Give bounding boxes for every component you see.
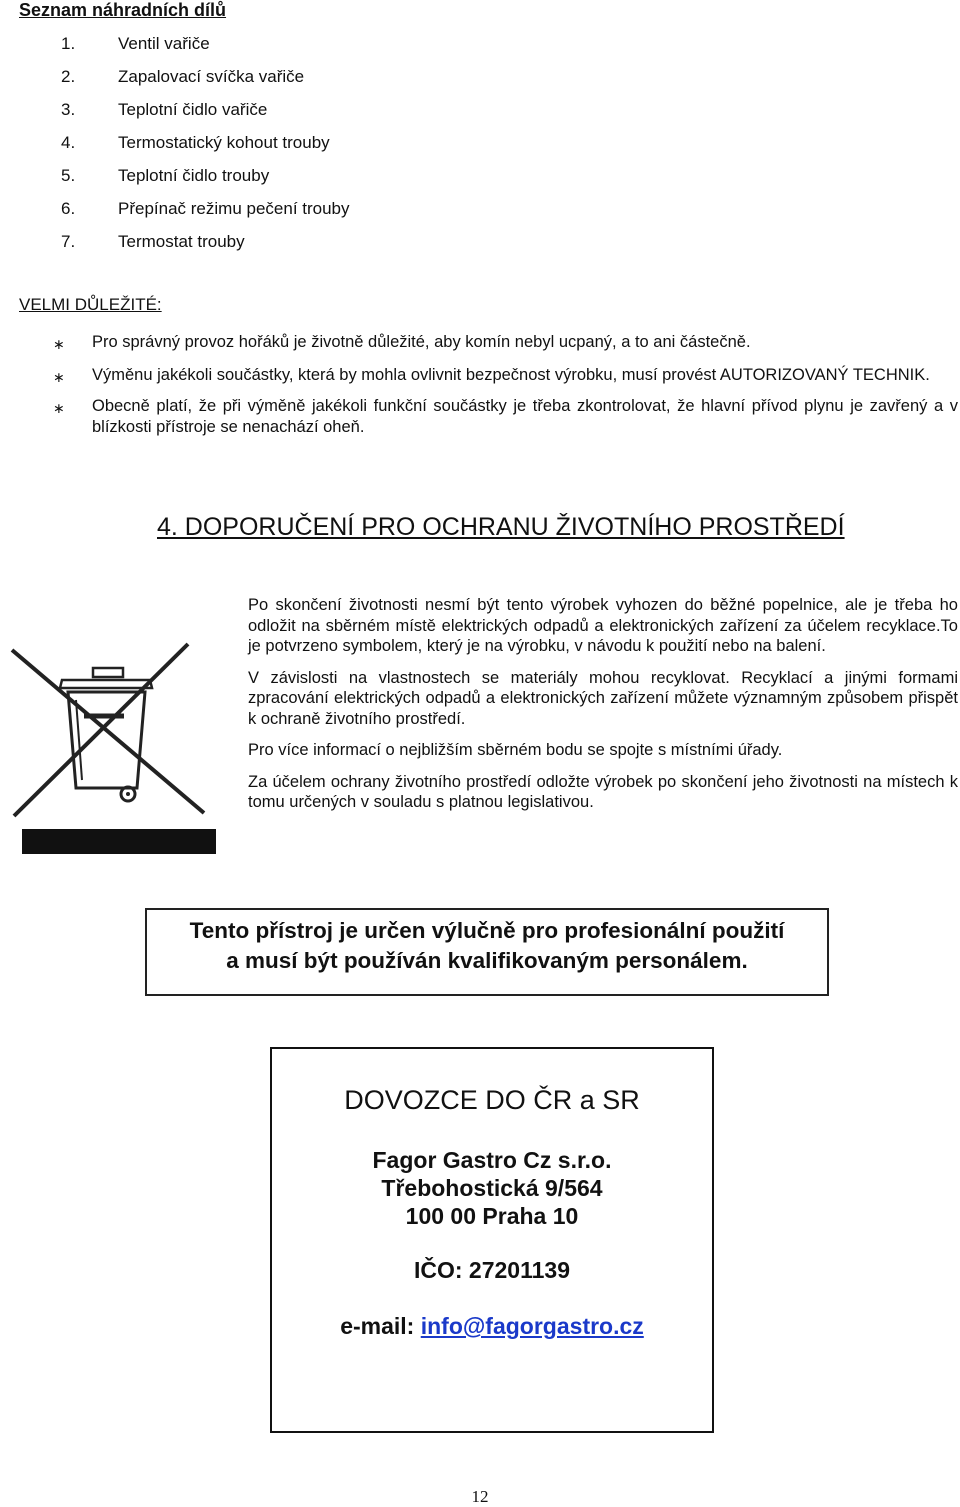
item-number: 4. — [61, 133, 76, 152]
section-heading: 4. DOPORUČENÍ PRO OCHRANU ŽIVOTNÍHO PROSTŘEDÍ — [157, 513, 845, 541]
item-number: 5. — [61, 166, 76, 185]
item-label: Přepínač režimu pečení trouby — [118, 199, 350, 218]
item-label: Teplotní čidlo vařiče — [118, 100, 268, 119]
paragraph: Po skončení životnosti nesmí být tento výrobek vyhozen do běžné popelnice, ale je třeba ho odložit na sběrném místě elektrických odpadů a elektronických zařízení za účelem recyklace.To je potvrzeno symbolem, který je na výrobku, v návodu k použití nebo na balení. — [248, 596, 958, 655]
company-ico: IČO: 27201139 — [413, 1257, 570, 1283]
asterisk-bullet-icon: ∗ — [53, 336, 65, 352]
importer-box — [270, 1047, 714, 1433]
notice-line-1: Tento přístroj je určen výlučně pro profesionální použití — [189, 918, 785, 943]
company-name: Fagor Gastro Cz s.r.o. — [372, 1147, 612, 1173]
item-label: Termostatický kohout trouby — [118, 133, 330, 152]
item-number: 6. — [61, 199, 76, 218]
item-label: Zapalovací svíčka vařiče — [118, 67, 305, 86]
item-label: Teplotní čidlo trouby — [118, 166, 270, 185]
company-city: 100 00 Praha 10 — [405, 1203, 579, 1229]
environment-text — [248, 595, 958, 824]
page-number: 12 — [471, 1487, 489, 1506]
bullet-text: Pro správný provoz hořáků je životně důležité, aby komín nebyl ucpaný, a to ani částečně. — [92, 333, 751, 351]
paragraph: Pro více informací o nejbližším sběrném bodu se spojte s místními úřady. — [248, 741, 783, 759]
item-label: Ventil vařiče — [118, 34, 210, 53]
list-item — [0, 396, 960, 438]
item-number: 2. — [61, 67, 76, 86]
email-label: e-mail: — [340, 1313, 421, 1339]
paragraph: V závislosti na vlastnostech se materiály mohou recyklovat. Recyklací a jinými formami zpracování elektrických odpadů a elektronických zařízení můžete významným způsobem přispět k ochraně životního prostředí. — [248, 668, 958, 728]
bullet-text: Obecně platí, že při výměně jakékoli funkční součástky je třeba zkontrolovat, že hlavní přívod plynu je zavřený a v blízkosti přístroje se nenachází oheň. — [92, 397, 958, 436]
crossed-out-wheelie-bin-icon — [10, 616, 225, 856]
item-number: 3. — [61, 100, 76, 119]
asterisk-bullet-icon: ∗ — [53, 400, 65, 416]
item-number: 1. — [61, 34, 76, 53]
parts-list-title: Seznam náhradních dílů — [19, 0, 227, 20]
important-heading: VELMI DŮLEŽITÉ: — [19, 295, 162, 314]
bullet-text: Výměnu jakékoli součástky, která by mohla ovlivnit bezpečnost výrobku, musí provést AUTORIZOVANÝ TECHNIK. — [92, 366, 930, 384]
list-item — [0, 332, 960, 353]
importer-title: DOVOZCE DO ČR a SR — [344, 1085, 640, 1115]
important-list — [0, 332, 960, 438]
paragraph: Za účelem ochrany životního prostředí odložte výrobek po skončení jeho životnosti na místech k tomu určených v souladu s platnou legislativou. — [248, 772, 958, 811]
professional-use-notice — [145, 908, 829, 996]
email-link[interactable]: info@fagorgastro.cz — [420, 1313, 644, 1339]
company-email — [272, 1313, 712, 1340]
notice-line-2: a musí být používán kvalifikovaným personálem. — [226, 948, 748, 973]
item-number: 7. — [61, 232, 76, 251]
company-street: Třebohostická 9/564 — [381, 1175, 603, 1201]
item-label: Termostat trouby — [118, 232, 245, 251]
list-item — [0, 365, 960, 386]
asterisk-bullet-icon: ∗ — [53, 369, 65, 385]
